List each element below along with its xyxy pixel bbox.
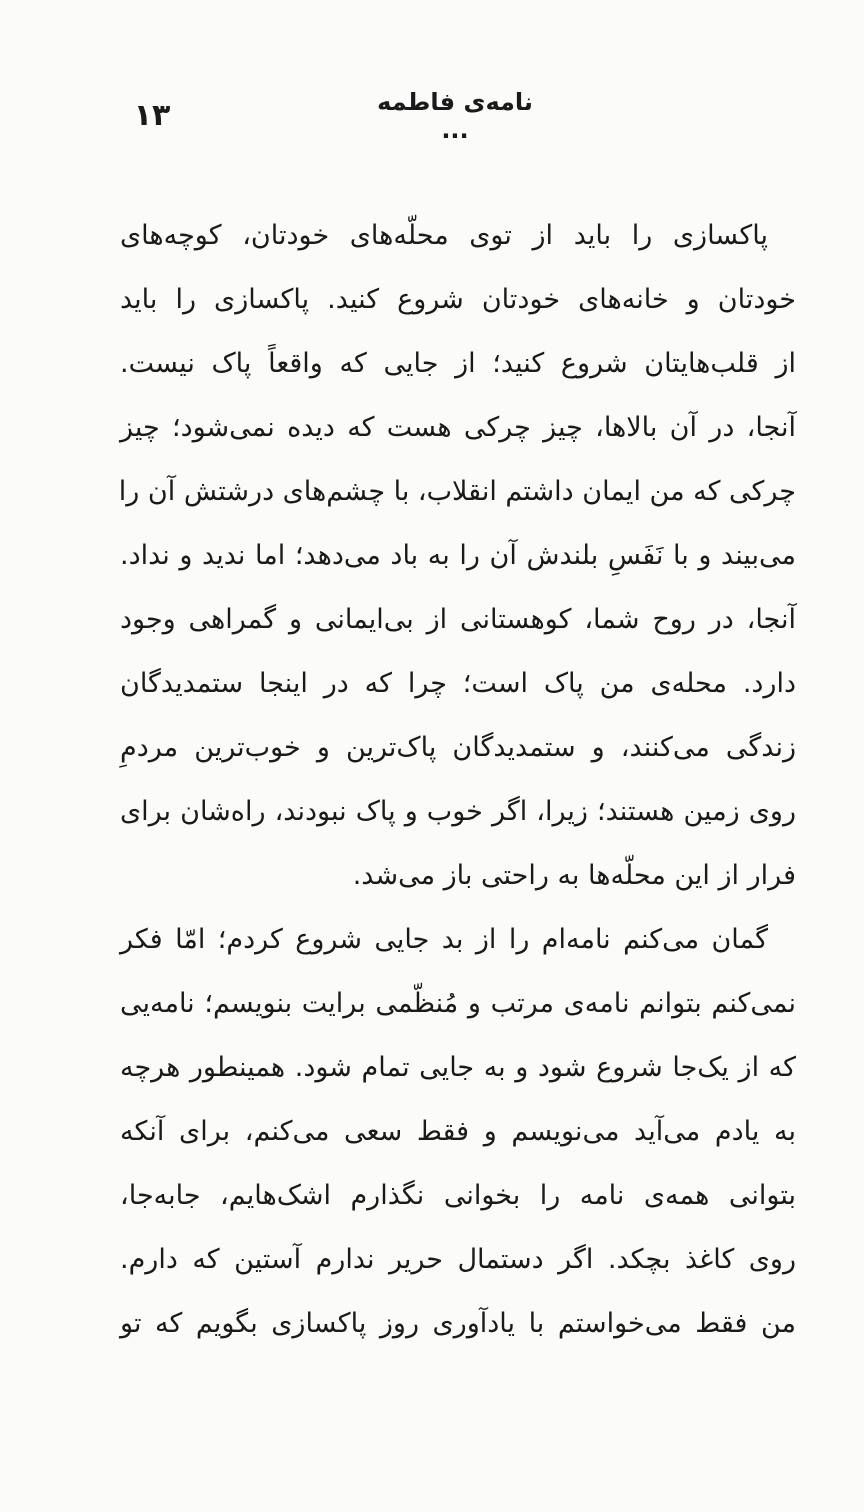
text-line: آنجا، در روح شما، کوهستانی از بی‌ایمانی و گمراهی وجود	[120, 604, 796, 635]
paragraph-2	[120, 908, 796, 1356]
text-line: که از یک‌جا شروع شود و به جایی تمام شود. همینطور هرچه	[120, 1052, 796, 1083]
body-text	[120, 204, 796, 1356]
text-line: خودتان و خانه‌های خودتان شروع کنید. پاکسازی را باید	[120, 284, 796, 315]
text-line: از قلب‌هایتان شروع کنید؛ از جایی که واقعاً پاک نیست.	[120, 348, 796, 379]
text-line: من فقط می‌خواستم با یادآوری روز پاکسازی بگویم که تو	[120, 1308, 796, 1339]
paragraph-1	[120, 204, 796, 908]
text-line: فرار از این محلّه‌ها به راحتی باز می‌شد.	[352, 860, 796, 891]
text-line: روی کاغذ بچکد. اگر دستمال حریر ندارم آستین که دارم.	[120, 1244, 796, 1275]
text-line: زندگی می‌کنند، و ستمدیدگان پاک‌ترین و خوب‌ترین مردمِ	[120, 732, 796, 763]
text-line: آنجا، در آن بالاها، چیز چرکی هست که دیده نمی‌شود؛ چیز	[120, 412, 796, 443]
text-line: پاکسازی را باید از توی محلّه‌های خودتان، کوچه‌های	[120, 220, 768, 251]
text-line: دارد. محله‌ی من پاک است؛ چرا که در اینجا ستمدیدگان	[120, 668, 796, 699]
text-line: روی زمین هستند؛ زیرا، اگر خوب و پاک نبودند، راه‌شان برای	[120, 796, 796, 827]
text-line: نمی‌کنم بتوانم نامه‌ی مرتب و مُنظّمی برایت بنویسم؛ نامه‌یی	[120, 988, 796, 1019]
page-number: ۱۳	[133, 98, 171, 133]
text-line: به یادم می‌آید می‌نویسم و فقط سعی می‌کنم، برای آنکه	[120, 1116, 796, 1147]
text-line: بتوانی همه‌ی نامه را بخوانی نگذارم اشک‌هایم، جابه‌جا،	[120, 1180, 796, 1211]
text-line: چرکی که من ایمان داشتم انقلاب، با چشم‌های درشتش آن را	[118, 476, 796, 507]
text-line: گمان می‌کنم نامه‌ام را از بد جایی شروع کردم؛ امّا فکر	[120, 924, 768, 955]
running-head: نامه‌ی فاطمه ...	[377, 88, 533, 144]
text-line: می‌بیند و با نَفَسِ بلندش آن را به باد می‌دهد؛ اما ندید و نداد.	[120, 540, 796, 571]
